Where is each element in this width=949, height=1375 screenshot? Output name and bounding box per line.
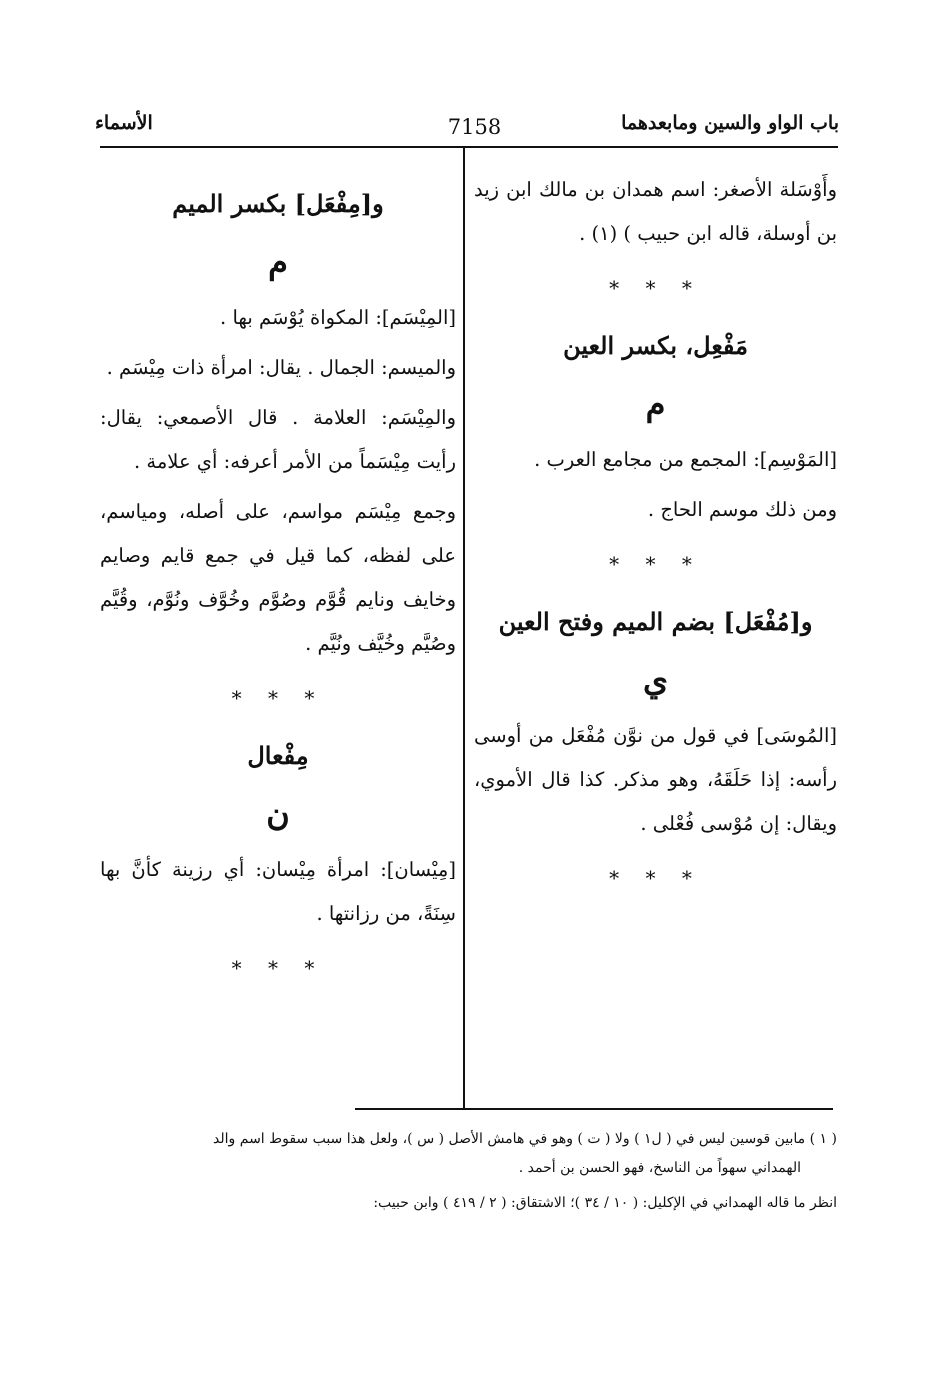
- entry-maysam-beauty: والميسم: الجمال . يقال: امرأة ذات مِيْسَم .: [106, 356, 456, 379]
- separator-stars: * * *: [231, 686, 325, 710]
- entry-maysam-mark: والمِيْسَم: العلامة . قال الأصمعي: يقال: رأيت مِيْسَماً من الأمر أعرفه: أي علامة .: [100, 406, 456, 473]
- entry-mawsim-hajj: ومن ذلك موسم الحاج .: [647, 498, 837, 521]
- footnote-1-line-3: انظر ما قاله الهمداني في الإكليل: ( ١٠ / ٣٤ )؛ الاشتقاق: ( ٢ / ٤١٩ ) وابن حبيب:: [373, 1195, 837, 1211]
- page-number: 7158: [447, 115, 502, 139]
- section-title: الأسماء: [95, 112, 153, 134]
- header-rule: [100, 146, 838, 148]
- letter-noon: ن: [266, 795, 290, 833]
- separator-stars: * * *: [609, 866, 702, 890]
- entry-musa: [المُوسَى] في قول من نوَّن مُفْعَل من أوسى رأسه: إذا حَلَقَهُ، وهو مذكر. كذا قال الأموي، ويقال: إن مُوْسى فُعْلى .: [474, 724, 837, 835]
- separator-stars: * * *: [609, 552, 702, 576]
- letter-ya: ي: [642, 661, 669, 699]
- heading-mif-aal: مِفْعال: [247, 741, 309, 770]
- entry-awsala: وأَوْسَلة الأصغر: اسم همدان بن مالك ابن زيد بن أوسلة، قاله ابن حبيب ) (١) .: [474, 178, 837, 245]
- footnote-1-line-2: الهمداني سهواً من الناسخ، فهو الحسن بن أحمد .: [518, 1160, 801, 1176]
- entry-mawsim: [المَوْسِم]: المجمع من مجامع العرب .: [534, 448, 837, 471]
- footnote-1-line-1: ( ١ ) مابين قوسين ليس في ( ل١ ) ولا ( ت ) وهو في هامش الأصل ( س )، ولعل هذا سبب سقوط اسم والد: [213, 1131, 837, 1147]
- footnote-rule: [355, 1108, 833, 1110]
- heading-muf-al: و[مُفْعَل] بضم الميم وفتح العين: [498, 607, 813, 636]
- chapter-title: باب الواو والسين ومابعدهما: [621, 112, 839, 134]
- column-divider: [463, 148, 465, 1108]
- entry-maysam-plural: وجمع مِيْسَم مواسم، على أصله، ومياسم، على لفظه، كما قيل في جمع قايم وصايم وخايف ونايم قُوَّم وصُوَّم وخُوَّف ونُوَّم، وقُيَّم وصُيَّم وخُيَّف ونُيَّم .: [100, 500, 456, 655]
- heading-mif-al: و[مِفْعَل] بكسر الميم: [172, 189, 384, 218]
- letter-meem: م: [645, 385, 666, 423]
- heading-maf-il: مَفْعِل، بكسر العين: [563, 331, 748, 360]
- separator-stars: * * *: [609, 276, 702, 300]
- separator-stars: * * *: [231, 956, 325, 980]
- left-column: [100, 168, 456, 1000]
- letter-meem: م: [268, 243, 288, 281]
- entry-maysan: [مِيْسان]: امرأة مِيْسان: أي رزينة كأنَّ بها سِنَةً، من رزانتها .: [100, 858, 456, 925]
- right-column: [474, 168, 837, 910]
- entry-maysam: [المِيْسَم]: المكواة يُوْسَم بها .: [220, 306, 456, 329]
